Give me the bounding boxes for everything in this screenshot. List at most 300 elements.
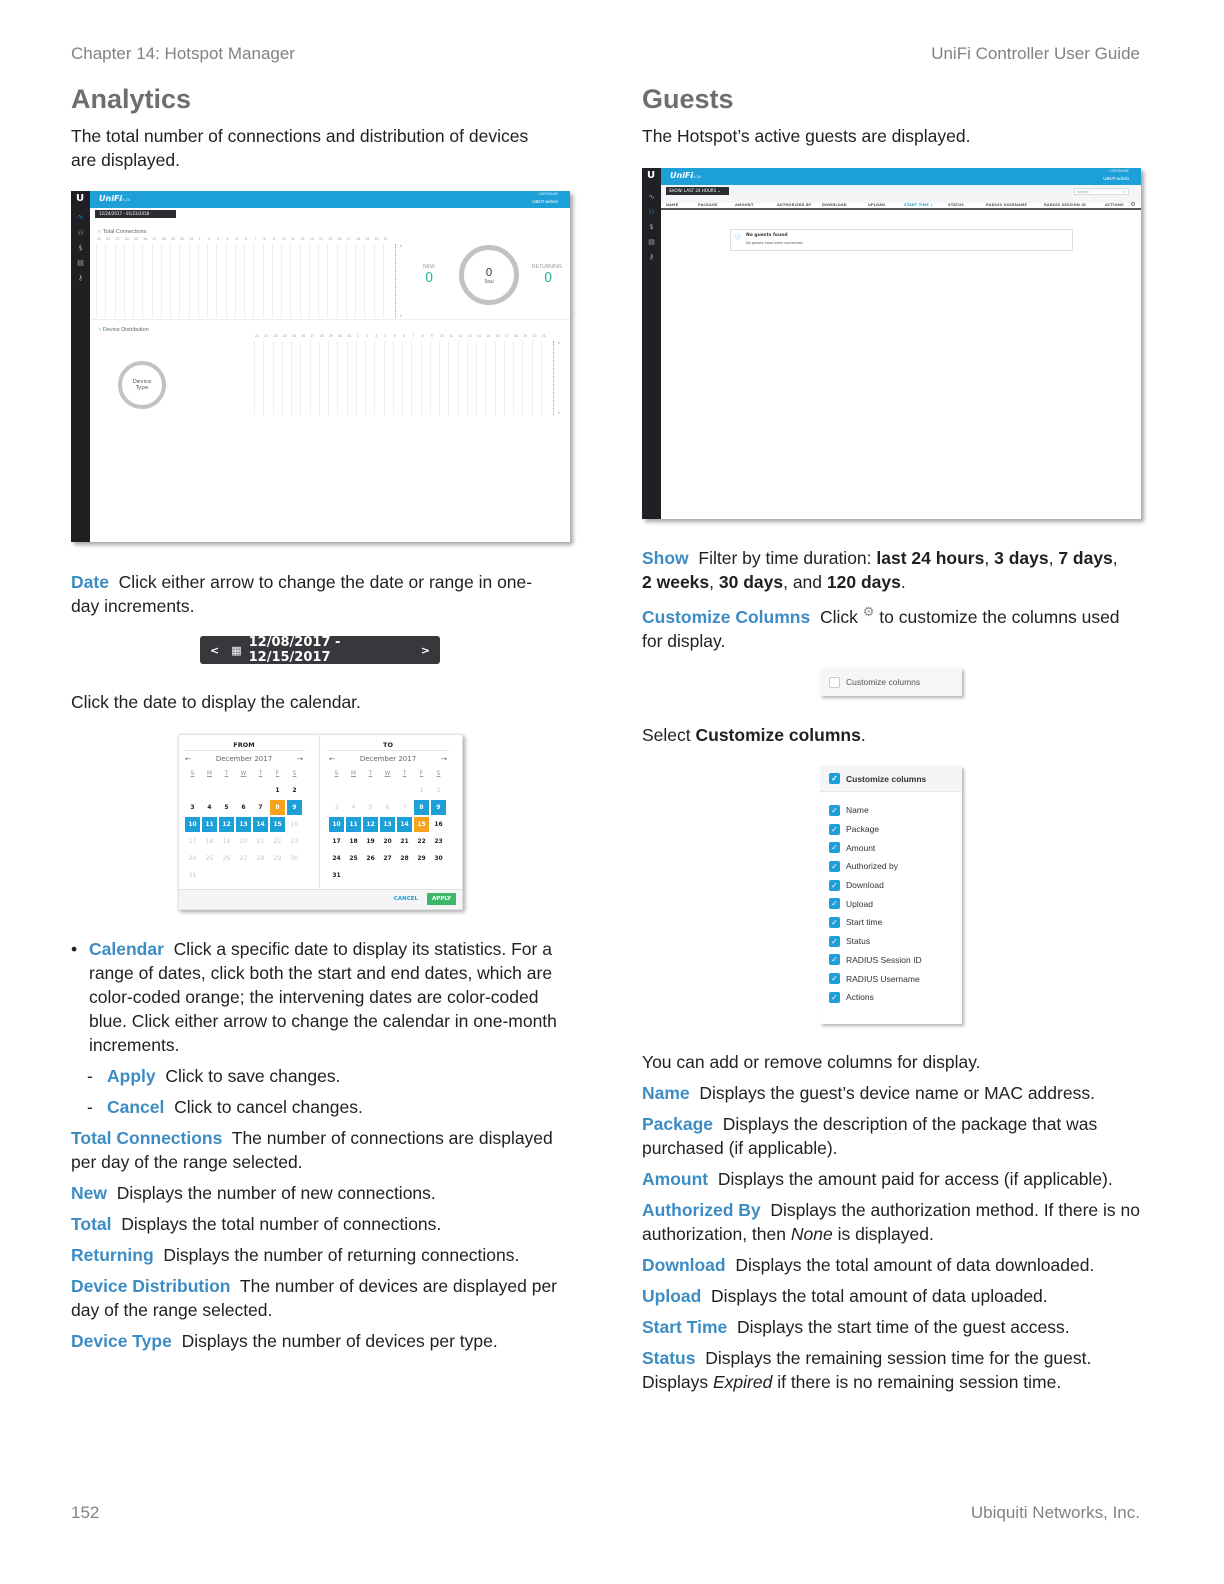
y-axis-label: 0: [400, 244, 402, 248]
calendar-day[interactable]: 3: [334, 804, 339, 811]
calendar-day[interactable]: 29: [417, 855, 426, 862]
previous-date-arrow[interactable]: <: [210, 643, 220, 657]
from-prev-month-arrow[interactable]: ←: [185, 755, 191, 763]
column-header[interactable]: RADIUS SESSION ID: [1044, 203, 1087, 207]
calendar-day[interactable]: 9: [287, 800, 302, 815]
column-option-label: Download: [846, 880, 884, 891]
column-option[interactable]: [820, 988, 962, 1007]
calendar-empty-cell: [363, 783, 378, 798]
calendar-day[interactable]: 16: [434, 821, 443, 828]
key-icon[interactable]: ⚷: [77, 274, 84, 282]
chapter-header: Chapter 14: Hotspot Manager: [71, 44, 295, 63]
definition-name: Name Displays the guest’s device name or MAC address.: [642, 1083, 1095, 1103]
definition-device-type: Device Type Displays the number of devices per type.: [71, 1331, 498, 1351]
calendar-empty-cell: [236, 783, 251, 798]
calendar-day[interactable]: 25: [205, 855, 214, 862]
calendar-day[interactable]: 26: [222, 855, 231, 862]
day-tick-label: 30: [338, 334, 343, 338]
day-column: [374, 244, 375, 318]
duration-option: 3 days: [994, 548, 1049, 568]
calendar-day[interactable]: 21: [256, 838, 265, 845]
calendar-day[interactable]: 31: [188, 872, 197, 879]
calendar-day[interactable]: 29: [273, 855, 282, 862]
from-day-grid: [179, 763, 309, 884]
calendar-day[interactable]: 2: [292, 787, 297, 794]
weekday-label: S: [190, 770, 195, 777]
calendar-day[interactable]: 4: [207, 804, 212, 811]
day-tick-label: 3: [375, 334, 378, 338]
statistics-icon[interactable]: ∿: [648, 193, 655, 201]
calendar-bullets: [71, 937, 571, 1360]
column-option[interactable]: [820, 932, 962, 951]
column-header[interactable]: STATUS: [948, 203, 965, 207]
column-option-label: Status: [846, 936, 871, 947]
column-header[interactable]: AUTHORIZED BY: [777, 203, 812, 207]
device-distribution-chart: [254, 334, 560, 415]
calendar-day[interactable]: 1: [275, 787, 280, 794]
day-tick-label: 25: [134, 237, 138, 241]
column-option-label: RADIUS Session ID: [846, 954, 922, 965]
to-calendar: [323, 735, 453, 884]
calendar-popup: [178, 734, 463, 910]
day-tick-label: 8: [421, 334, 424, 338]
calendar-day[interactable]: 25: [349, 855, 358, 862]
calendar-day[interactable]: 17: [188, 838, 197, 845]
day-column: [383, 244, 384, 318]
day-column: [216, 244, 217, 318]
column-option[interactable]: [820, 857, 962, 876]
calendar-day[interactable]: 23: [434, 838, 443, 845]
calendar-day[interactable]: 31: [332, 872, 341, 879]
column-option[interactable]: [820, 969, 962, 988]
dollar-icon[interactable]: $: [649, 223, 654, 231]
day-tick-label: 9: [272, 237, 275, 241]
vouchers-icon[interactable]: ▤: [77, 259, 84, 267]
y-axis: [395, 244, 396, 318]
gears-icon: ⚙: [862, 604, 875, 619]
checkbox-checked-icon[interactable]: ✓: [829, 805, 840, 816]
customize-columns-header[interactable]: ✓ Customize columns: [820, 766, 962, 792]
calendar-day[interactable]: 13: [380, 817, 395, 832]
calendar-day[interactable]: 19: [366, 838, 375, 845]
day-column: [300, 341, 301, 415]
day-column: [448, 341, 449, 415]
search-icon: ⚲: [1123, 190, 1126, 194]
day-column: [235, 244, 236, 318]
weekday-label: M: [350, 770, 357, 777]
search-input[interactable]: Search ⚲: [1074, 188, 1129, 195]
column-option-label: Authorized by: [846, 861, 898, 872]
day-column: [309, 244, 310, 318]
day-tick-label: 7: [412, 334, 415, 338]
guests-screenshot: [642, 168, 1141, 519]
day-column: [346, 244, 347, 318]
day-tick-label: 26: [301, 334, 306, 338]
calendar-day[interactable]: 20: [383, 838, 392, 845]
day-column: [244, 244, 245, 318]
calendar-day[interactable]: 9: [431, 800, 446, 815]
column-option[interactable]: [820, 913, 962, 932]
calendar-day[interactable]: 10: [329, 817, 344, 832]
cancel-button[interactable]: CANCEL: [393, 896, 418, 902]
guests-definitions: [642, 1050, 1142, 1401]
day-column: [142, 244, 143, 318]
clients-icon[interactable]: ⚇: [77, 229, 84, 237]
info-icon: ⓘ: [735, 234, 742, 241]
day-tick-label: 12: [300, 237, 305, 241]
calendar-day[interactable]: 30: [290, 855, 299, 862]
calendar-day[interactable]: 18: [205, 838, 214, 845]
calendar-day[interactable]: 15: [270, 817, 285, 832]
day-tick-label: 5: [393, 334, 396, 338]
from-calendar: [179, 735, 309, 884]
analytics-heading: Analytics: [71, 84, 192, 114]
calendar-day[interactable]: 28: [400, 855, 409, 862]
day-tick-label: 24: [124, 237, 129, 241]
definition-status: Status Displays the remaining session time for the guest. Displays Expired if there is no remaining session time.: [642, 1348, 1092, 1392]
column-header[interactable]: START TIME ↓: [904, 203, 934, 207]
calendar-empty-cell: [202, 783, 217, 798]
date-range-text[interactable]: 12/08/2017 - 12/15/2017: [248, 635, 341, 665]
day-tick-label: 27: [310, 334, 315, 338]
day-tick-label: 23: [273, 334, 278, 338]
calendar-day[interactable]: 3: [190, 804, 195, 811]
user-menu[interactable]: UBNT-admin: [532, 199, 558, 204]
day-column: [467, 341, 468, 415]
new-label: NEW: [423, 264, 435, 270]
empty-text: No guests have been connected.: [746, 241, 804, 245]
day-tick-label: 13: [309, 237, 314, 241]
checkbox-checked-icon[interactable]: ✓: [829, 992, 840, 1003]
calendar-day[interactable]: 20: [239, 838, 248, 845]
column-option-label: Start time: [846, 917, 883, 928]
weekday-label: M: [206, 770, 213, 777]
calendar-day[interactable]: 24: [332, 855, 341, 862]
calendar-empty-cell: [346, 783, 361, 798]
day-column: [207, 244, 208, 318]
column-header[interactable]: UPLOAD: [868, 203, 886, 207]
column-header[interactable]: NAME: [666, 203, 679, 207]
day-tick-label: 1: [356, 334, 359, 338]
customize-columns-toggle[interactable]: [820, 668, 962, 696]
day-tick-label: 20: [532, 334, 537, 338]
guests-intro: The Hotspot’s active guests are displayed.: [642, 126, 971, 146]
day-column: [430, 341, 431, 415]
day-column: [133, 244, 134, 318]
calendar-day[interactable]: 22: [417, 838, 426, 845]
column-option-label: Upload: [846, 898, 873, 909]
app-sidebar: [71, 191, 90, 542]
checkbox-checked-icon[interactable]: ✓: [829, 880, 840, 891]
day-column: [393, 341, 394, 415]
calendar-day[interactable]: 27: [239, 855, 248, 862]
day-column: [319, 341, 320, 415]
calendar-icon: ▦: [231, 643, 242, 657]
y-axis: [553, 341, 554, 415]
column-option-label: Actions: [846, 992, 874, 1003]
day-column: [105, 244, 106, 318]
day-tick-label: 8: [263, 237, 266, 241]
day-tick-label: 26: [143, 237, 148, 241]
column-option-label: RADIUS Username: [846, 973, 920, 984]
day-tick-label: 17: [346, 237, 351, 241]
column-header[interactable]: ACTIONS: [1105, 203, 1124, 207]
day-tick-label: 12: [458, 334, 463, 338]
calendar-day[interactable]: 24: [188, 855, 197, 862]
footer-company: Ubiquiti Networks, Inc.: [970, 1503, 1140, 1522]
calendar-day[interactable]: 8: [270, 800, 285, 815]
definition-download: Download Displays the total amount of data downloaded.: [642, 1255, 1095, 1275]
calendar-day[interactable]: 12: [363, 817, 378, 832]
calendar-day[interactable]: 26: [366, 855, 375, 862]
key-icon[interactable]: ⚷: [648, 253, 655, 261]
calendar-intro: Click the date to display the calendar.: [71, 692, 361, 712]
show-filter-dropdown[interactable]: SHOW: LAST 24 HOURS ⌄: [666, 187, 729, 195]
day-column: [170, 244, 171, 318]
apply-button[interactable]: APPLY: [427, 893, 456, 905]
columns-intro: You can add or remove columns for display.: [642, 1052, 981, 1072]
calendar-day[interactable]: 23: [290, 838, 299, 845]
day-column: [291, 341, 292, 415]
checkbox-checked-icon[interactable]: ✓: [829, 936, 840, 947]
calendar-day[interactable]: 7: [258, 804, 263, 811]
customize-columns-checkbox[interactable]: [829, 677, 840, 688]
calendar-day[interactable]: 17: [332, 838, 341, 845]
day-column: [476, 341, 477, 415]
day-tick-label: 16: [337, 237, 342, 241]
calendar-day[interactable]: 27: [383, 855, 392, 862]
date-range-bar[interactable]: [200, 636, 440, 664]
calendar-day[interactable]: 30: [434, 855, 443, 862]
day-column: [337, 341, 338, 415]
dollar-icon[interactable]: $: [78, 244, 83, 252]
calendar-bullet: • Calendar Click a specific date to display its statistics. For a range of dates, click both the start and end dates, which are color-coded orange; the intervening dates are color-coded blue. Click either arrow to change the calendar in one-month increments.: [71, 939, 557, 1055]
weekday-label: W: [384, 770, 391, 777]
select-instruction: Select Customize columns.: [642, 725, 866, 745]
calendar-day[interactable]: 11: [202, 817, 217, 832]
duration-option: 120 days: [826, 572, 901, 592]
calendar-day[interactable]: 21: [400, 838, 409, 845]
calendar-day[interactable]: 14: [253, 817, 268, 832]
column-option[interactable]: [820, 820, 962, 839]
analytics-date-picker[interactable]: [95, 210, 176, 218]
to-next-month-arrow[interactable]: →: [441, 755, 447, 763]
column-option[interactable]: [820, 876, 962, 895]
calendar-day[interactable]: 14: [397, 817, 412, 832]
day-tick-label: 21: [255, 334, 259, 338]
calendar-day[interactable]: 28: [256, 855, 265, 862]
ubiquiti-logo-icon: U: [76, 193, 85, 204]
customize-columns-description: Customize Columns Click ⚙ to customize the columns used for display.: [642, 604, 1120, 651]
column-option[interactable]: [820, 951, 962, 970]
weekday-label: T: [258, 770, 263, 777]
checkbox-checked-icon[interactable]: ✓: [829, 973, 840, 984]
day-tick-label: 2: [208, 237, 210, 241]
day-column: [485, 341, 486, 415]
day-tick-label: 30: [180, 237, 185, 241]
calendar-empty-cell: [219, 783, 234, 798]
day-column: [402, 341, 403, 415]
calendar-empty-cell: [397, 783, 412, 798]
definition-device-distribution: Device Distribution The number of devices are displayed per day of the range selected.: [71, 1276, 558, 1320]
day-tick-label: 31: [189, 237, 194, 241]
definition-authorized-by: Authorized By Displays the authorization method. If there is no authorization, then None is displayed.: [642, 1200, 1140, 1244]
y-axis-label: 0: [558, 341, 560, 345]
day-column: [532, 341, 533, 415]
day-tick-label: 7: [254, 237, 257, 241]
empty-state-box: [730, 229, 1073, 251]
day-column: [513, 341, 514, 415]
gear-icon[interactable]: ⚙: [1130, 201, 1136, 208]
day-tick-label: 11: [291, 237, 295, 241]
day-column: [161, 244, 162, 318]
y-axis-label: 0: [400, 314, 402, 318]
calendar-day[interactable]: 5: [224, 804, 229, 811]
apply-bullet: - Apply Click to save changes.: [87, 1066, 341, 1086]
weekday-label: W: [240, 770, 247, 777]
empty-title: No guests found: [746, 233, 788, 238]
calendar-day[interactable]: 19: [222, 838, 231, 845]
day-tick-label: 14: [477, 334, 481, 338]
calendar-day[interactable]: 4: [351, 804, 356, 811]
calendar-day[interactable]: 5: [368, 804, 373, 811]
definition-amount: Amount Displays the amount paid for access (if applicable).: [642, 1169, 1113, 1189]
to-day-grid: [323, 763, 453, 884]
column-option[interactable]: [820, 894, 962, 913]
day-tick-label: 10: [282, 237, 286, 241]
checkbox-checked-icon[interactable]: ✓: [829, 898, 840, 909]
definition-total: Total Displays the total number of connections.: [71, 1214, 442, 1234]
day-column: [318, 244, 319, 318]
weekday-label: T: [224, 770, 229, 777]
date-description: Date Click either arrow to change the date or range in one-day increments.: [71, 572, 533, 616]
column-option[interactable]: [820, 838, 962, 857]
day-column: [272, 244, 273, 318]
day-tick-label: 18: [514, 334, 518, 338]
day-tick-label: 13: [467, 334, 472, 338]
clients-icon[interactable]: ⚇: [648, 208, 655, 216]
date-range-value: 12/24/2017 - 01/23/2018: [99, 211, 150, 216]
calendar-empty-cell: [185, 783, 200, 798]
calendar-day[interactable]: 6: [241, 804, 246, 811]
day-tick-label: 15: [486, 334, 491, 338]
total-connections-chart: [96, 237, 402, 318]
day-tick-label: 31: [347, 334, 352, 338]
column-option-label: Amount: [846, 842, 876, 853]
day-tick-label: 22: [106, 237, 111, 241]
day-column: [253, 244, 254, 318]
day-tick-label: 20: [374, 237, 379, 241]
weekday-label: S: [334, 770, 339, 777]
new-value: 0: [425, 271, 434, 286]
user-menu[interactable]: UBNT-admin: [1103, 176, 1129, 181]
day-column: [504, 341, 505, 415]
day-column: [355, 244, 356, 318]
calendar-day[interactable]: 11: [346, 817, 361, 832]
day-tick-label: 17: [504, 334, 509, 338]
checkbox-checked-icon[interactable]: ✓: [829, 824, 840, 835]
calendar-day[interactable]: 2: [436, 787, 441, 794]
total-value: 0: [485, 266, 493, 279]
statistics-icon[interactable]: ∿: [77, 213, 84, 221]
column-option-label: Name: [846, 805, 869, 816]
customize-columns-menu: [820, 766, 962, 1024]
checkbox-checked-icon[interactable]: ✓: [829, 954, 840, 965]
definition-new: New Displays the number of new connections.: [71, 1183, 436, 1203]
checkbox-checked-icon[interactable]: ✓: [829, 861, 840, 872]
column-header[interactable]: DOWNLOAD: [822, 203, 847, 207]
day-column: [198, 244, 199, 318]
day-tick-label: 3: [217, 237, 220, 241]
column-option-label: Package: [846, 824, 880, 835]
from-month-label: December 2017: [215, 755, 273, 763]
day-column: [300, 244, 301, 318]
day-tick-label: 4: [384, 334, 387, 338]
total-label: Total: [484, 279, 494, 284]
day-column: [96, 244, 97, 318]
calendar-day[interactable]: 15: [414, 817, 429, 832]
column-header[interactable]: RADIUS USERNAME: [986, 203, 1028, 207]
analytics-intro: The total number of connections and distribution of devices are displayed.: [71, 126, 529, 170]
calendar-empty-cell: [329, 783, 344, 798]
day-tick-label: 16: [495, 334, 500, 338]
unifi-logo: UniFi: [670, 171, 694, 180]
calendar-day[interactable]: 10: [185, 817, 200, 832]
calendar-day[interactable]: 7: [402, 804, 407, 811]
checkbox-checked-icon[interactable]: ✓: [829, 842, 840, 853]
day-tick-label: 6: [245, 237, 247, 241]
calendar-day[interactable]: 22: [273, 838, 282, 845]
calendar-day[interactable]: 16: [290, 821, 299, 828]
column-option[interactable]: [820, 801, 962, 820]
day-column: [522, 341, 523, 415]
username-label: USERNAME: [538, 192, 558, 196]
vouchers-icon[interactable]: ▤: [648, 238, 655, 246]
calendar-day[interactable]: 13: [236, 817, 251, 832]
calendar-day[interactable]: 18: [349, 838, 358, 845]
calendar-day[interactable]: 6: [385, 804, 390, 811]
next-date-arrow[interactable]: >: [420, 643, 430, 657]
app-sidebar: [642, 168, 661, 519]
day-tick-label: 6: [403, 334, 405, 338]
day-tick-label: 28: [161, 237, 166, 241]
device-distribution-title: ○ Device Distribution: [98, 327, 149, 333]
weekday-label: F: [275, 770, 280, 777]
calendar-day[interactable]: 12: [219, 817, 234, 832]
checkbox-checked-icon[interactable]: ✓: [829, 773, 840, 784]
username-label: USERNAME: [1109, 169, 1129, 173]
checkbox-checked-icon[interactable]: ✓: [829, 917, 840, 928]
column-header[interactable]: PACKAGE: [698, 203, 718, 207]
column-header[interactable]: AMOUNT: [735, 203, 754, 207]
duration-option: 30 days: [718, 572, 784, 592]
day-tick-label: 19: [523, 334, 528, 338]
total-connections-title: ○ Total Connections: [98, 229, 147, 235]
day-column: [374, 341, 375, 415]
to-prev-month-arrow[interactable]: ←: [329, 755, 335, 763]
day-column: [495, 341, 496, 415]
page-number: 152: [71, 1503, 100, 1522]
day-column: [152, 244, 153, 318]
day-column: [364, 244, 365, 318]
day-tick-label: 9: [430, 334, 433, 338]
calendar-day[interactable]: 1: [419, 787, 424, 794]
day-column: [179, 244, 180, 318]
day-tick-label: 21: [541, 334, 546, 338]
from-next-month-arrow[interactable]: →: [297, 755, 303, 763]
calendar-day[interactable]: 8: [414, 800, 429, 815]
day-column: [421, 341, 422, 415]
